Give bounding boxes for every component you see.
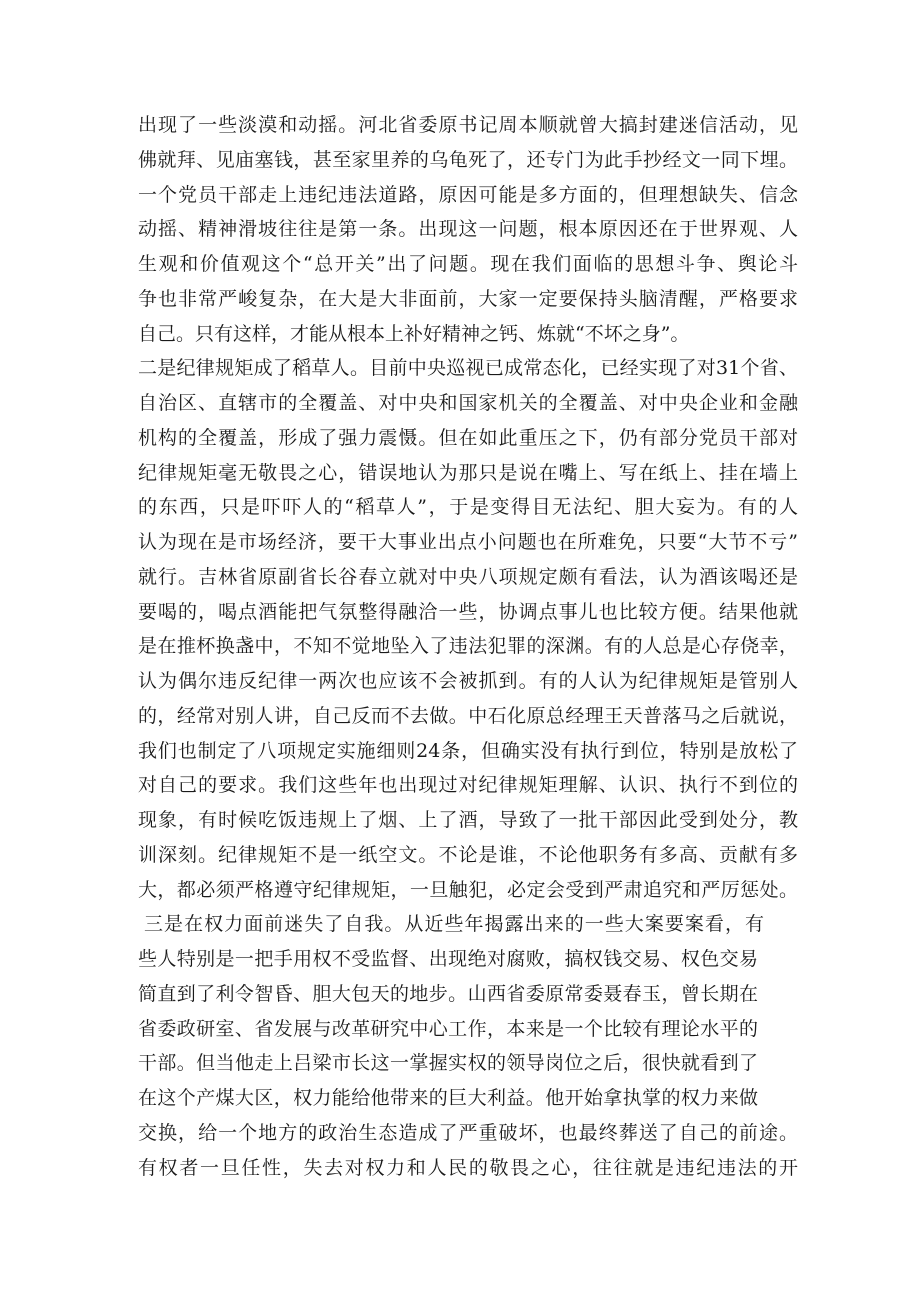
text-line: 出现了一些淡漠和动摇。河北省委原书记周本顺就曾大搞封建迷信活动，见 bbox=[138, 114, 798, 136]
text-line: 三是在权力面前迷失了自我。从近些年揭露出来的一些大案要案看，有 bbox=[144, 913, 764, 936]
text-line: 机构的全覆盖，形成了强力震慑。但在如此重压之下，仍有部分党员干部对 bbox=[138, 426, 798, 449]
text-line: 对自己的要求。我们这些年也出现过对纪律规矩理解、认识、执行不到位的 bbox=[138, 774, 798, 797]
body-text bbox=[138, 108, 798, 1185]
text-line: 是在推杯换盏中，不知不觉地坠入了违法犯罪的深渊。有的人总是心存侥幸， bbox=[138, 635, 798, 658]
text-line: 争也非常严峻复杂，在大是大非面前，大家一定要保持头脑清醒，严格要求 bbox=[138, 287, 798, 310]
text-line: 省委政研室、省发展与改革研究中心工作，本来是一个比较有理论水平的 bbox=[138, 1017, 758, 1040]
text-line: 二是纪律规矩成了稻草人。目前中央巡视已成常态化，已经实现了对31个省、 bbox=[138, 357, 798, 380]
text-line: 训深刻。纪律规矩不是一纸空文。不论是谁，不论他职务有多高、贡献有多 bbox=[138, 843, 798, 866]
text-line: 现象，有时候吃饭违规上了烟、上了酒，导致了一批干部因此受到处分，教 bbox=[138, 809, 798, 831]
text-line: 交换，给一个地方的政治生态造成了严重破坏，也最终葬送了自己的前途。 bbox=[138, 1121, 798, 1144]
text-line: 认为偶尔违反纪律一两次也应该不会被抓到。有的人认为纪律规矩是管别人 bbox=[138, 670, 798, 692]
text-line: 自己。只有这样，才能从根本上补好精神之钙、炼就“不坏之身”。 bbox=[138, 322, 690, 345]
text-line: 就行。吉林省原副省长谷春立就对中央八项规定颇有看法，认为酒该喝还是 bbox=[138, 565, 798, 588]
text-line: 动摇、精神滑坡往往是第一条。出现这一问题，根本原因还在于世界观、人 bbox=[138, 218, 798, 241]
text-line: 简直到了利令智昏、胆大包天的地步。山西省委原常委聂春玉，曾长期在 bbox=[138, 982, 758, 1005]
text-line: 些人特别是一把手用权不受监督、出现绝对腐败，搞权钱交易、权色交易 bbox=[138, 948, 758, 970]
text-line: 干部。但当他走上吕梁市长这一掌握实权的领导岗位之后，很快就看到了 bbox=[138, 1052, 758, 1075]
text-line: 在这个产煤大区，权力能给他带来的巨大利益。他开始拿执掌的权力来做 bbox=[138, 1087, 758, 1109]
text-line: 有权者一旦任性，失去对权力和人民的敬畏之心，往往就是违纪违法的开 bbox=[138, 1156, 798, 1179]
text-line: 要喝的，喝点酒能把气氛整得融洽一些，协调点事儿也比较方便。结果他就 bbox=[138, 600, 798, 623]
text-line: 佛就拜、见庙塞钱，甚至家里养的乌龟死了，还专门为此手抄经文一同下埋。 bbox=[138, 148, 798, 171]
text-line: 的，经常对别人讲，自己反而不去做。中石化原总经理王天普落马之后就说， bbox=[138, 704, 798, 727]
text-line: 纪律规矩毫无敬畏之心，错误地认为那只是说在嘴上、写在纸上、挂在墙上 bbox=[138, 461, 798, 484]
text-line: 自治区、直辖市的全覆盖、对中央和国家机关的全覆盖、对中央企业和金融 bbox=[138, 392, 798, 414]
text-line: 生观和价值观这个“总开关”出了问题。现在我们面临的思想斗争、舆论斗 bbox=[138, 253, 798, 275]
text-line: 我们也制定了八项规定实施细则24条，但确实没有执行到位，特别是放松了 bbox=[138, 739, 798, 762]
text-line: 认为现在是市场经济，要干大事业出点小问题也在所难免，只要“大节不亏” bbox=[138, 531, 798, 553]
text-line: 的东西，只是吓吓人的“稻草人”，于是变得目无法纪、胆大妄为。有的人 bbox=[138, 496, 798, 519]
text-line: 一个党员干部走上违纪违法道路，原因可能是多方面的，但理想缺失、信念 bbox=[138, 183, 798, 206]
text-line: 大，都必须严格遵守纪律规矩，一旦触犯，必定会受到严肃追究和严厉惩处。 bbox=[138, 878, 798, 901]
